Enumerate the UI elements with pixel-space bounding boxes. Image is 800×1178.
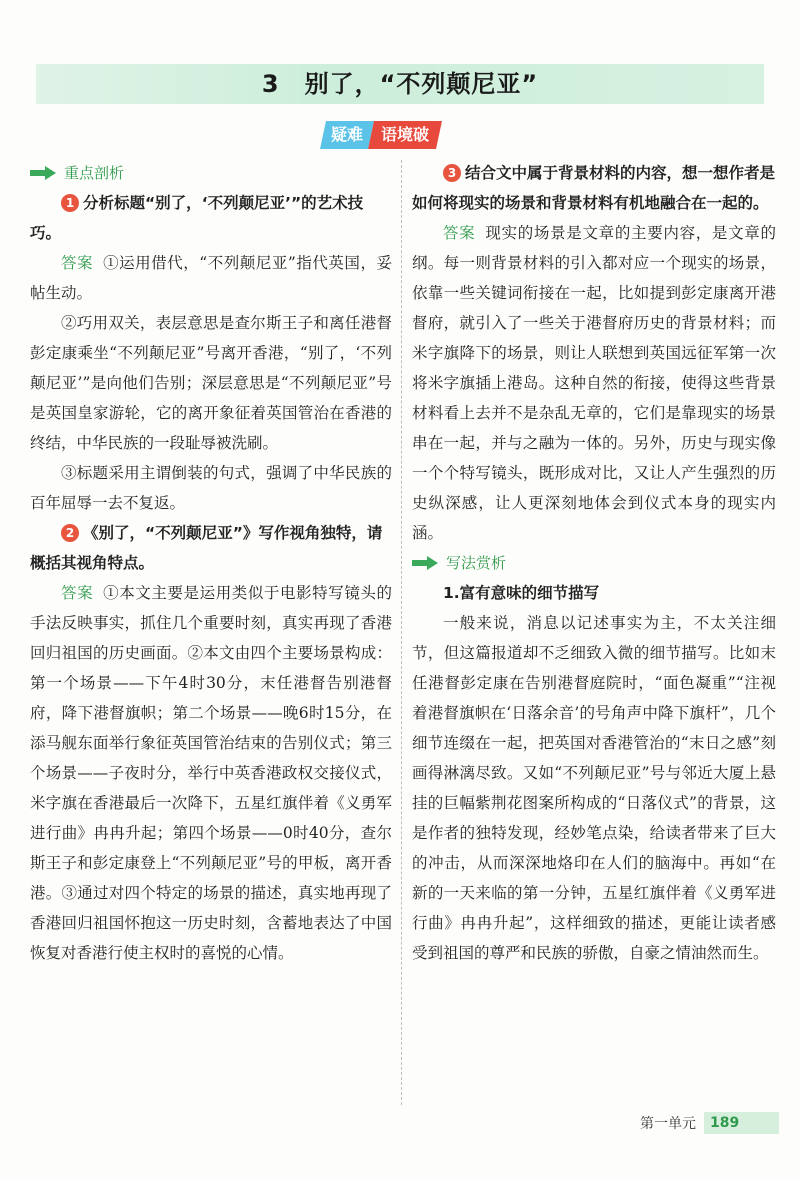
answer-label: 答案 <box>61 584 94 602</box>
lesson-title: 3 别了，“不列颠尼亚” <box>261 70 539 98</box>
subheading-detail-description: 1.富有意味的细节描写 <box>443 584 600 602</box>
answer-1-part-2: ②巧用双关，表层意思是查尔斯王子和离任港督彭定康乘坐“不列颠尼亚”号离开香港，“别了，‘不列颠尼亚’”是向他们告别；深层意思是“不列颠尼亚”号是英国皇家游轮，它的离开象征着英国管治在香港的终结，中华民族的一段耻辱被洗刷。 <box>30 314 392 452</box>
answer-label: 答案 <box>443 224 476 242</box>
question-1: 1 分析标题“别了，‘不列颠尼亚’”的艺术技巧。 <box>30 194 364 242</box>
arrow-icon <box>30 166 56 180</box>
column-divider <box>401 160 402 1105</box>
badge-part-1: 疑难 <box>320 121 374 149</box>
question-3: 3 结合文中属于背景材料的内容，想一想作者是如何将现实的场景和背景材料有机地融合在一起的。 <box>412 164 776 212</box>
section-heading-key-analysis: 重点剖析 <box>30 158 392 188</box>
answer-2: 答案 ①本文主要是运用类似于电影特写镜头的手法反映事实，抓住几个重要时刻，真实再现了香港回归祖国的历史画面。②本文由四个主要场景构成：第一个场景——下午4时30分，末任港督告别港督府，降下港督旗帜；第二个场景——晚6时15分，在添马舰东面举行象征英国管治结束的告别仪式；第三个场景——子夜时分，举行中英香港政权交接仪式，米字旗在香港最后一次降下，五星红旗伴着《义勇军进行曲》冉冉升起；第四个场景——0时40分，查尔斯王子和彭定康登上“不列颠尼亚”号的甲板，离开香港。③通过对四个特定的场景的描述，真实地再现了香港回归祖国怀抱这一历史时刻，含蓄地表达了中国恢复对香港行使主权时的喜悦的心情。 <box>30 584 392 962</box>
answer-3: 答案 现实的场景是文章的主要内容，是文章的纲。每一则背景材料的引入都对应一个现实的场景，依靠一些关键词衔接在一起，比如提到彭定康离开港督府，就引入了一些关于港督府历史的背景材料；而米字旗降下的场景，则让人联想到英国远征军第一次将米字旗插上港岛。这种自然的衔接，使得这些背景材料看上去并不是杂乱无章的，它们是靠现实的场景串在一起，并与之融为一体的。另外，历史与现实像一个个特写镜头，既形成对比，又让人产生强烈的历史纵深感，让人更深刻地体会到仪式本身的现实内涵。 <box>412 224 776 542</box>
page-footer <box>640 1112 779 1134</box>
answer-label: 答案 <box>61 254 94 272</box>
left-column <box>30 158 392 968</box>
question-number-icon: 1 <box>61 194 79 212</box>
arrow-icon <box>412 556 438 570</box>
page-number: 189 <box>704 1112 779 1134</box>
section-badge <box>320 121 442 149</box>
unit-label: 第一单元 <box>640 1116 696 1132</box>
question-number-icon: 3 <box>443 164 461 182</box>
question-number-icon: 2 <box>61 524 79 542</box>
answer-1-part-1: 答案 ①运用借代，“不列颠尼亚”指代英国，妥帖生动。 <box>30 254 392 302</box>
badge-part-2: 语境破 <box>368 121 442 149</box>
detail-description-text: 一般来说，消息以记述事实为主，不太关注细节，但这篇报道却不乏细致入微的细节描写。比如末任港督彭定康在告别港督庭院时，“面色凝重”“注视着港督旗帜在‘日落余音’的号角声中降下旗杆”，几个细节连缀在一起，把英国对香港管治的“末日之感”刻画得淋漓尽致。又如“不列颠尼亚”号与邻近大厦上悬挂的巨幅紫荆花图案所构成的“日落仪式”的背景，这是作者的独特发现，经妙笔点染，给读者带来了巨大的冲击，从而深深地烙印在人们的脑海中。再如“在新的一天来临的第一分钟，五星红旗伴着《义勇军进行曲》冉冉升起”，这样细致的描述，更能让读者感受到祖国的尊严和民族的骄傲，自豪之情油然而生。 <box>412 614 776 962</box>
question-2: 2 《别了，“不列颠尼亚”》写作视角独特，请概括其视角特点。 <box>30 524 383 572</box>
section-heading-writing-analysis: 写法赏析 <box>412 548 776 578</box>
right-column <box>412 158 776 968</box>
answer-1-part-3: ③标题采用主谓倒装的句式，强调了中华民族的百年屈辱一去不复返。 <box>30 464 392 512</box>
